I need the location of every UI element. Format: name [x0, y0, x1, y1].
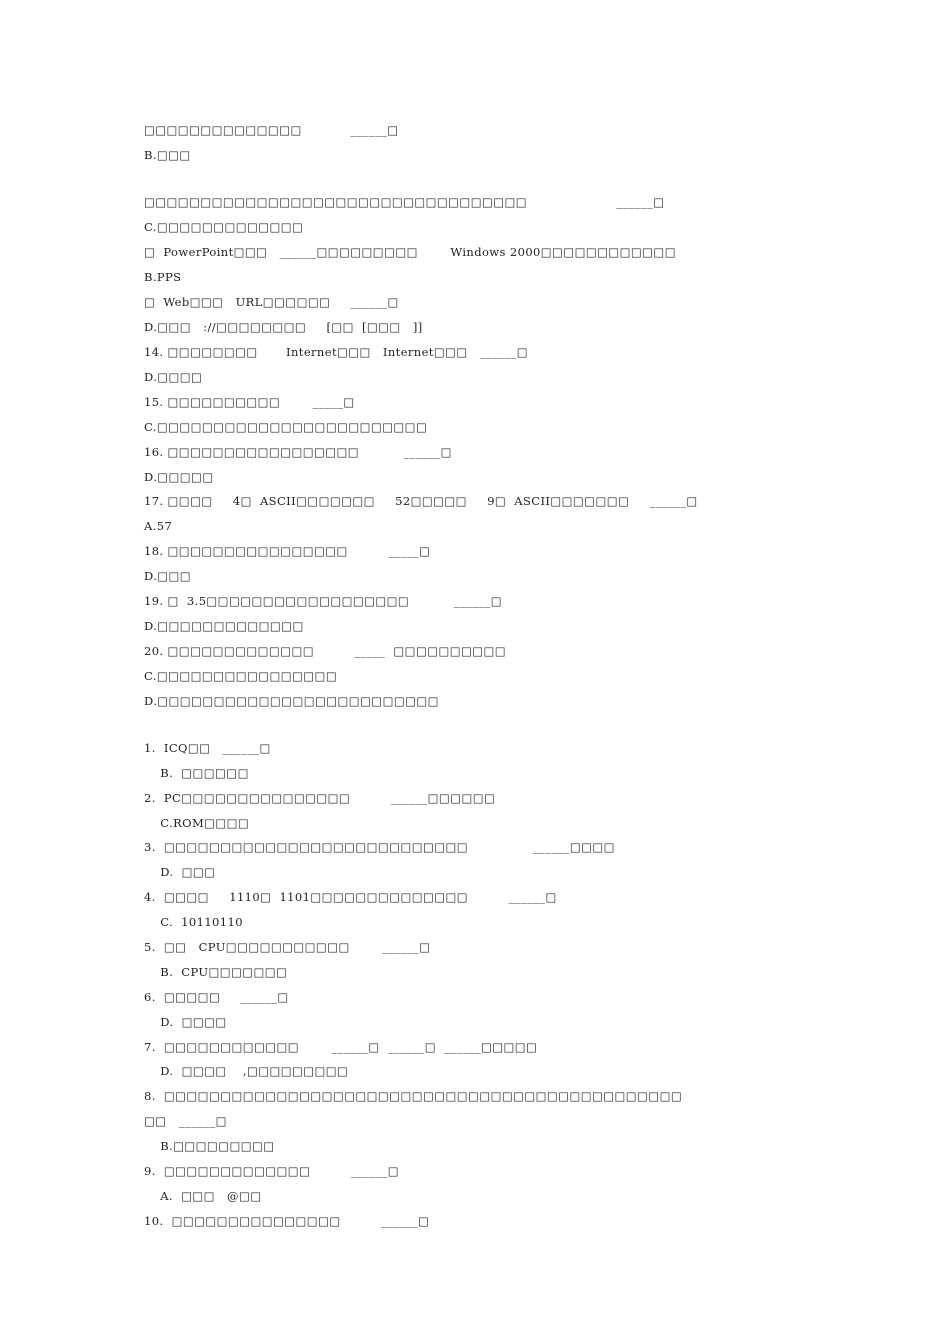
text-line: B. □□□□□□ [144, 766, 249, 780]
text-line: 4. □□□□ 1110□ 1101□□□□□□□□□□□□□□ ______□ [144, 890, 557, 904]
text-line: B. CPU□□□□□□□ [144, 965, 288, 979]
text-line: □□□□□□□□□□□□□□□□□□□□□□□□□□□□□□□□□□ ______□ [144, 195, 665, 209]
text-line: 5. □□ CPU□□□□□□□□□□□ ______□ [144, 940, 431, 954]
text-line: 16. □□□□□□□□□□□□□□□□□ ______□ [144, 445, 452, 459]
text-line: 14. □□□□□□□□ Internet□□□ Internet□□□ ______□ [144, 345, 528, 359]
text-line: 19. □ 3.5□□□□□□□□□□□□□□□□□□ ______□ [144, 594, 502, 608]
text-line: 6. □□□□□ ______□ [144, 990, 289, 1004]
text-line: □ Web□□□ URL□□□□□□ ______□ [144, 295, 399, 309]
text-line: D. □□□□ ,□□□□□□□□□ [144, 1064, 349, 1078]
text-line: A. □□□ @□□ [144, 1189, 262, 1203]
text-line: D.□□□ [144, 569, 192, 583]
text-line: B.□□□ [144, 148, 191, 162]
text-line: D. □□□□ [144, 1015, 227, 1029]
text-line: D.□□□□□□□□□□□□□ [144, 619, 304, 633]
text-line: C.□□□□□□□□□□□□□□□□ [144, 669, 338, 683]
text-line: B.PPS [144, 270, 182, 284]
text-line: 15. □□□□□□□□□□ _____□ [144, 395, 355, 409]
text-line: 1. ICQ□□ ______□ [144, 741, 271, 755]
text-line: C.□□□□□□□□□□□□□□□□□□□□□□□□ [144, 420, 428, 434]
text-line: 10. □□□□□□□□□□□□□□□ ______□ [144, 1214, 430, 1228]
text-line: B.□□□□□□□□□ [144, 1139, 275, 1153]
text-line: D. □□□ [144, 865, 216, 879]
text-line: 9. □□□□□□□□□□□□□ ______□ [144, 1164, 400, 1178]
text-line: 20. □□□□□□□□□□□□□ _____ □□□□□□□□□□ [144, 644, 507, 658]
text-line: D.□□□□□ [144, 470, 214, 484]
text-line: C.ROM□□□□ [144, 816, 250, 830]
text-line: 3. □□□□□□□□□□□□□□□□□□□□□□□□□□□ ______□□□□ [144, 840, 615, 854]
text-line: 18. □□□□□□□□□□□□□□□□ _____□ [144, 544, 431, 558]
text-line: 8. □□□□□□□□□□□□□□□□□□□□□□□□□□□□□□□□□□□□□□□□□□□□□□ [144, 1089, 683, 1103]
text-line: C.□□□□□□□□□□□□□ [144, 220, 304, 234]
text-line: 17. □□□□ 4□ ASCII□□□□□□□ 52□□□□□ 9□ ASCII□□□□□□□ ______□ [144, 494, 698, 508]
text-line: D.□□□□ [144, 370, 203, 384]
text-line: A.57 [144, 519, 173, 533]
text-line: □□ ______□ [144, 1114, 227, 1128]
text-line: C. 10110110 [144, 915, 243, 929]
text-line: D.□□□□□□□□□□□□□□□□□□□□□□□□□ [144, 694, 439, 708]
text-line: D.□□□ ://□□□□□□□□ [□□ [□□□ ]] [144, 320, 423, 334]
text-line: □□□□□□□□□□□□□□ ______□ [144, 123, 399, 137]
text-line: 2. PC□□□□□□□□□□□□□□□ ______□□□□□□ [144, 791, 496, 805]
text-line: □ PowerPoint□□□ ______□□□□□□□□□ Windows 2000□□□□□□□□□□□□ [144, 245, 676, 259]
text-line: 7. □□□□□□□□□□□□ ______□ ______□ ______□□□□□ [144, 1040, 538, 1054]
